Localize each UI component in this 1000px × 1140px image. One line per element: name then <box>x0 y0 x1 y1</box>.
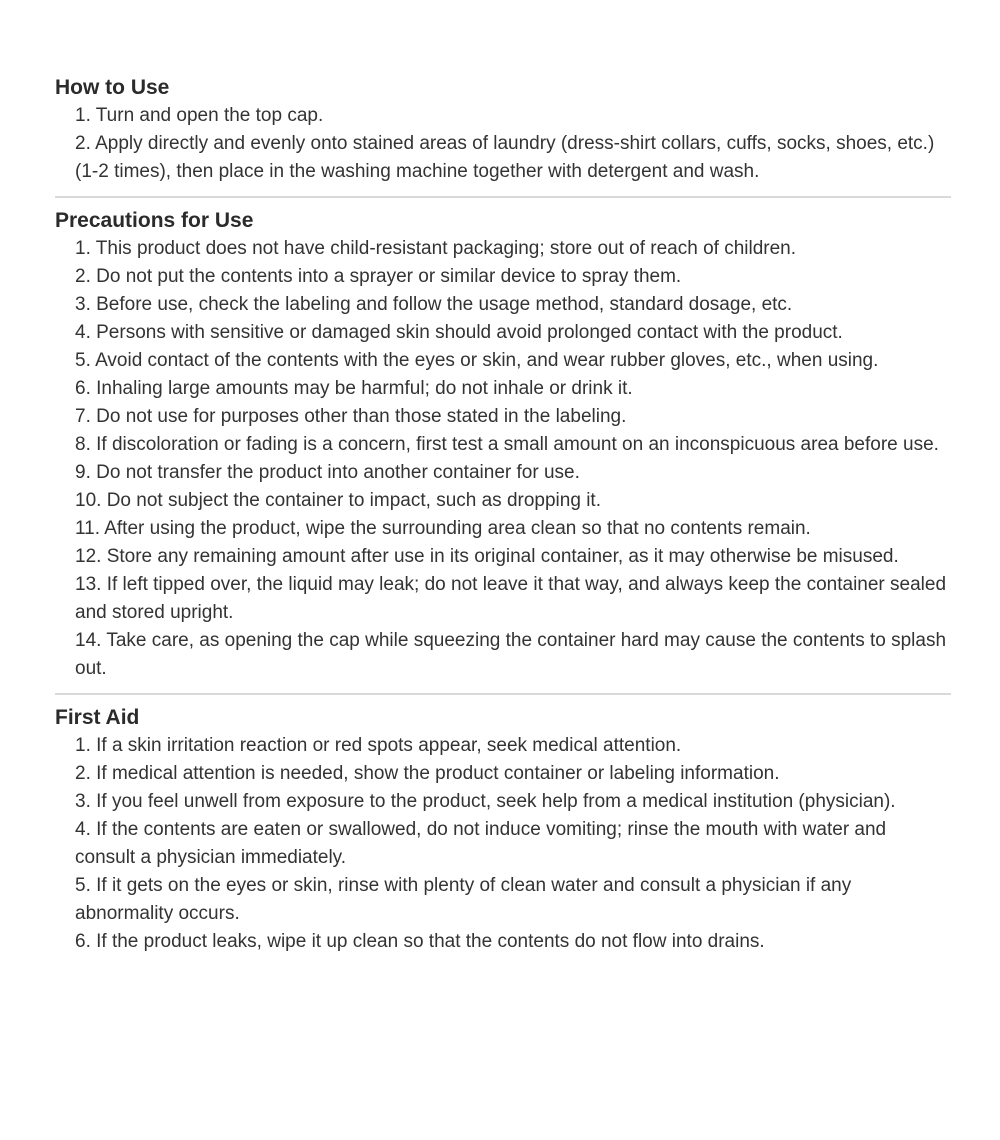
list-item: 6. Inhaling large amounts may be harmful; do not inhale or drink it. <box>75 378 633 399</box>
list-item: 1. If a skin irritation reaction or red spots appear, seek medical attention. <box>75 735 682 756</box>
section-title-first-aid: First Aid <box>55 706 140 729</box>
how-to-use-section <box>55 74 951 186</box>
list-item: 8. If discoloration or fading is a concern, first test a small amount on an inconspicuous area before use. <box>75 434 939 455</box>
list-item: 12. Store any remaining amount after use in its original container, as it may otherwise be misused. <box>75 546 899 567</box>
list-item: 7. Do not use for purposes other than those stated in the labeling. <box>75 406 627 427</box>
list-item: 5. If it gets on the eyes or skin, rinse with plenty of clean water and consult a physician if any abnormality occurs. <box>75 875 852 924</box>
list-item: 10. Do not subject the container to impact, such as dropping it. <box>75 490 601 511</box>
first-aid-list <box>55 732 951 956</box>
precautions-section <box>55 207 951 683</box>
section-title-how-to-use: How to Use <box>55 76 170 99</box>
how-to-use-list <box>55 102 951 186</box>
list-item: 5. Avoid contact of the contents with the eyes or skin, and wear rubber gloves, etc., when using. <box>75 350 879 371</box>
list-item: 3. Before use, check the labeling and follow the usage method, standard dosage, etc. <box>75 294 793 315</box>
list-item: 6. If the product leaks, wipe it up clean so that the contents do not flow into drains. <box>75 931 765 952</box>
list-item: 4. Persons with sensitive or damaged skin should avoid prolonged contact with the product. <box>75 322 843 343</box>
list-item: 14. Take care, as opening the cap while squeezing the container hard may cause the contents to splash out. <box>75 630 947 679</box>
list-item: 2. If medical attention is needed, show the product container or labeling information. <box>75 763 780 784</box>
list-item: 1. This product does not have child-resistant packaging; store out of reach of children. <box>75 238 797 259</box>
first-aid-section <box>55 704 951 956</box>
list-item: 1. Turn and open the top cap. <box>75 105 324 126</box>
section-divider <box>55 196 951 198</box>
list-item: 4. If the contents are eaten or swallowed, do not induce vomiting; rinse the mouth with water and consult a physician immediately. <box>75 819 887 868</box>
list-item: 2. Apply directly and evenly onto stained areas of laundry (dress-shirt collars, cuffs, socks, shoes, etc.) (1-2 times), then place in the washing machine together with detergent and wash. <box>75 133 935 182</box>
list-item: 9. Do not transfer the product into another container for use. <box>75 462 580 483</box>
precautions-list <box>55 235 951 683</box>
list-item: 2. Do not put the contents into a sprayer or similar device to spray them. <box>75 266 682 287</box>
section-divider <box>55 693 951 695</box>
section-title-precautions: Precautions for Use <box>55 209 254 232</box>
list-item: 3. If you feel unwell from exposure to the product, seek help from a medical institution (physician). <box>75 791 896 812</box>
list-item: 13. If left tipped over, the liquid may leak; do not leave it that way, and always keep the container sealed and stored upright. <box>75 574 947 623</box>
list-item: 11. After using the product, wipe the surrounding area clean so that no contents remain. <box>75 518 811 539</box>
